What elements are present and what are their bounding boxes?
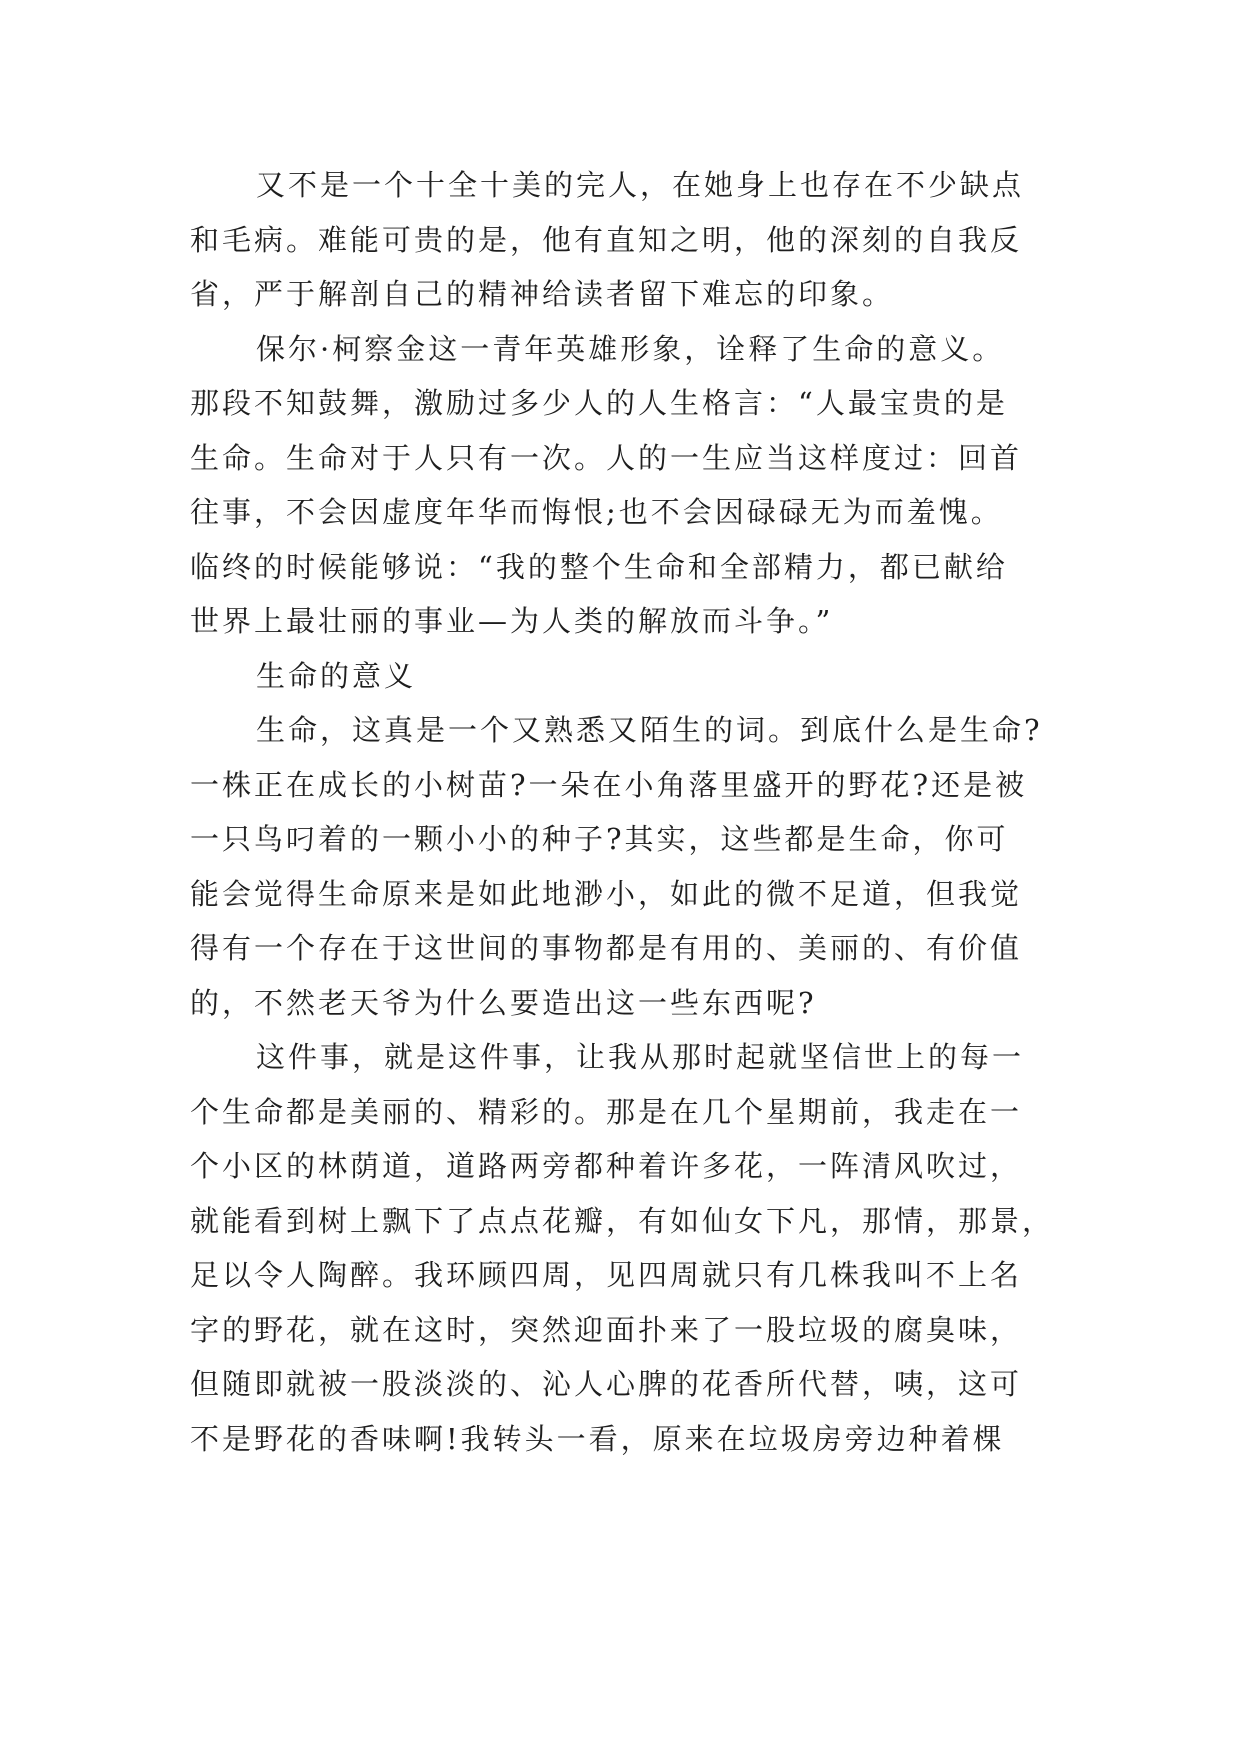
text-line: 世界上最壮丽的事业—为人类的解放而斗争。” xyxy=(190,604,834,638)
text-line: 和毛病。难能可贵的是，他有直知之明，他的深刻的自我反 xyxy=(190,222,1023,257)
text-line: 的，不然老天爷为什么要造出这一些东西呢? xyxy=(190,985,817,1020)
document-body-text xyxy=(190,158,1070,1466)
text-line: 那段不知鼓舞，激励过多少人的人生格言：“人最宝贵的是 xyxy=(190,386,1008,420)
section-heading: 生命的意义 xyxy=(256,658,417,693)
text-line: 生命。生命对于人只有一次。人的一生应当这样度过：回首 xyxy=(190,440,1023,475)
text-line: 往事，不会因虚度年华而悔恨;也不会因碌碌无为而羞愧。 xyxy=(190,495,1003,529)
text-line: 但随即就被一股淡淡的、沁人心脾的花香所代替，咦，这可 xyxy=(190,1367,1023,1401)
text-line: 字的野花，就在这时，突然迎面扑来了一股垃圾的腐臭味， xyxy=(190,1312,1023,1347)
text-line: 不是野花的香味啊!我转头一看，原来在垃圾房旁边种着棵 xyxy=(190,1421,1005,1456)
text-line: 能会觉得生命原来是如此地渺小，如此的微不足道，但我觉 xyxy=(190,876,1023,911)
text-line: 又不是一个十全十美的完人，在她身上也存在不少缺点 xyxy=(256,168,1025,202)
text-line: 一株正在成长的小树苗?一朵在小角落里盛开的野花?还是被 xyxy=(190,767,1028,802)
text-line: 一只鸟叼着的一颗小小的种子?其实，这些都是生命，你可 xyxy=(190,822,1009,856)
text-line: 足以令人陶醉。我环顾四周，见四周就只有几株我叫不上名 xyxy=(190,1258,1023,1292)
text-line: 临终的时候能够说：“我的整个生命和全部精力，都已献给 xyxy=(190,549,1008,584)
text-line: 省，严于解剖自己的精神给读者留下难忘的印象。 xyxy=(190,277,895,311)
text-line: 这件事，就是这件事，让我从那时起就坚信世上的每一 xyxy=(256,1040,1025,1074)
text-line: 个小区的林荫道，道路两旁都种着许多花，一阵清风吹过， xyxy=(190,1149,1023,1183)
text-line: 保尔·柯察金这一青年英雄形象，诠释了生命的意义。 xyxy=(256,331,1005,366)
text-line: 就能看到树上飘下了点点花瓣，有如仙女下凡，那情，那景， xyxy=(190,1203,1055,1238)
text-line: 个生命都是美丽的、精彩的。那是在几个星期前，我走在一 xyxy=(190,1094,1023,1129)
text-line: 得有一个存在于这世间的事物都是有用的、美丽的、有价值 xyxy=(190,931,1023,965)
text-line: 生命，这真是一个又熟悉又陌生的词。到底什么是生命? xyxy=(256,713,1043,747)
